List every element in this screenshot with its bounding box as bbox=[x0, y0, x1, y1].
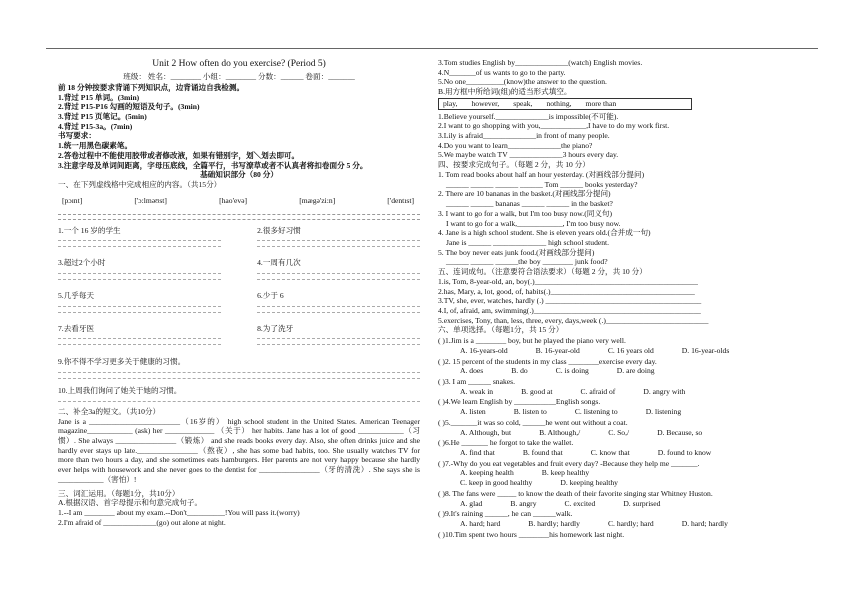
section3-sub-b: B.用方框中所给词(组)的适当形式填空。 bbox=[438, 87, 572, 97]
mcq-option: D. angry with bbox=[643, 386, 686, 396]
mcq-option: A. listen bbox=[460, 407, 486, 417]
mcq-option: D. surprised bbox=[623, 498, 661, 508]
basics-heading: 基础知识部分（80 分） bbox=[200, 170, 278, 180]
answer-line[interactable] bbox=[58, 214, 420, 215]
sentence-item: 1.is, Tom, 8-year-old, an, boy(.)___________________________________________ bbox=[438, 276, 698, 286]
top-rule bbox=[46, 48, 818, 49]
section1-heading: 一、在下列虚线格中完成相应的内容。（共15分） bbox=[58, 180, 222, 190]
rewrite-answer: I want to go for a walk,____________, I'm too busy now. bbox=[446, 218, 621, 228]
rewrite-question: 4. Jane is a high school student. She is eleven years old.(合并成一句) bbox=[438, 228, 651, 238]
vocab-item: 1.--I am ________ about my exam.--Don't__________!You will pass it.(worry) bbox=[58, 508, 300, 517]
mcq-option: B. found that bbox=[522, 448, 563, 458]
fill-item: 4.Do you want to learn______________the piano? bbox=[438, 140, 593, 150]
translation-pair-row bbox=[58, 258, 420, 285]
mcq-stem: ( )9.It's raining ______, he can ______walk. bbox=[438, 509, 573, 519]
fill-item: 1.Believe yourself.______________is impossible(不可能). bbox=[438, 111, 619, 121]
section3-sub-a: A.根据汉语、首字母提示和句意完成句子。 bbox=[58, 498, 203, 508]
answer-line[interactable] bbox=[257, 246, 420, 247]
writing-item: 2.答卷过程中不能使用胶带或者修改液，如果有错别字，划＼划去即可。 bbox=[58, 150, 300, 160]
mcq-stem: ( )2. 15 percent of the students in my class ________exercise every day. bbox=[438, 356, 657, 366]
mcq-option: D. are doing bbox=[616, 366, 655, 376]
rewrite-question: 2. There are 10 bananas in the basket.(对画线部分提问) bbox=[438, 189, 611, 199]
mcq-option: D. Because, so bbox=[657, 427, 703, 437]
answer-line[interactable] bbox=[257, 240, 420, 241]
phonetics-row bbox=[58, 190, 420, 210]
section2-heading: 二、补全3a的短文。（共10分） bbox=[58, 406, 161, 416]
mcq-stem: ( )3. I am ______ snakes. bbox=[438, 377, 515, 386]
mcq-option: B. Although,/ bbox=[539, 427, 581, 437]
answer-line[interactable] bbox=[58, 372, 420, 373]
mcq-option: C. listening to bbox=[574, 407, 618, 417]
mcq-option: D. listening bbox=[645, 407, 682, 417]
instruction-item: 4.背过 P15-3a。(7min) bbox=[58, 121, 133, 131]
answer-line[interactable] bbox=[58, 306, 221, 307]
section4-heading: 四、按要求完成句子。（每题 2 分，共 10 分） bbox=[438, 160, 590, 170]
translation-prompt: 5.几乎每天 bbox=[58, 290, 95, 300]
word-box bbox=[438, 98, 692, 110]
mcq-list bbox=[438, 336, 800, 539]
section3-heading: 三、词汇运用。（每题1分，共10分） bbox=[58, 488, 180, 498]
mcq-option: C. keep in good healthy bbox=[460, 478, 533, 488]
answer-line[interactable] bbox=[58, 246, 221, 247]
translation-pair-row bbox=[58, 226, 420, 253]
answer-line[interactable] bbox=[58, 279, 221, 280]
answer-line[interactable] bbox=[257, 312, 420, 313]
mcq-stem: ( )5._______it was so cold, ______he went out without a coat. bbox=[438, 417, 628, 427]
translation-prompt: 8.为了洗牙 bbox=[257, 323, 294, 333]
fill-item: 3.Lily is afraid______________in front of many people. bbox=[438, 131, 610, 141]
vocab-item: 4.N_______of us wants to go to the party. bbox=[438, 67, 566, 77]
writing-item: 3.注意字母及单词间距离，字母压底线，全篇平行，书写潦草或者不认真者将扣卷面分 5 分。 bbox=[58, 160, 368, 170]
mcq-option: D. keeping healthy bbox=[560, 478, 618, 488]
vocab-item: 3.Tom studies English by______________(watch) English movies. bbox=[438, 58, 643, 67]
answer-line[interactable] bbox=[257, 273, 420, 274]
answer-line[interactable] bbox=[58, 378, 420, 379]
mcq-stem: ( )8. The fans were _____ to know the death of their favorite singing star Whitney Huston. bbox=[438, 488, 713, 498]
mcq-option: C. So,/ bbox=[608, 427, 630, 437]
section6-heading: 六、单项选择。（每题1分，共 15 分） bbox=[438, 325, 564, 335]
phonetic-item: ['dentɪst] bbox=[387, 195, 414, 205]
page-title: Unit 2 How often do you exercise? (Period 5) bbox=[152, 59, 326, 69]
mcq-option: D. 16-year-olds bbox=[681, 345, 730, 355]
sentence-item: 3.TV, she, ever, watches, hardly (.) _________________________________________ bbox=[438, 296, 702, 306]
answer-line[interactable] bbox=[58, 240, 221, 241]
phonetic-item: [mægə'zi:n] bbox=[299, 195, 336, 205]
answer-line[interactable] bbox=[58, 401, 420, 402]
mcq-option: A. keeping health bbox=[460, 468, 514, 478]
translation-prompt: 7.去看牙医 bbox=[58, 323, 95, 333]
mcq-option: D. found to know bbox=[657, 448, 712, 458]
translation-prompt: 1.一个 16 岁的学生 bbox=[58, 225, 121, 235]
word-option: however, bbox=[471, 98, 500, 108]
instruction-item: 3.背过 P15 页笔记。(5min) bbox=[58, 112, 147, 122]
rewrite-question: 5. The boy never eats junk food.(对画线部分提问) bbox=[438, 247, 595, 257]
instruction-item: 1.背过 P15 单词。(3min) bbox=[58, 92, 140, 102]
word-option: play, bbox=[443, 98, 458, 108]
mcq-stem: ( )4.We learn English by ___________English songs. bbox=[438, 397, 601, 407]
mcq-option: A. weak in bbox=[460, 386, 494, 396]
mcq-option: C. know that bbox=[590, 448, 630, 458]
phonetic-item: [pɔɪnt] bbox=[62, 195, 83, 205]
answer-line[interactable] bbox=[58, 338, 221, 339]
rewrite-question: 1. Tom read books about half an hour yesterday. (对画线部分提问) bbox=[438, 169, 645, 179]
translation-pair-row bbox=[58, 291, 420, 318]
vocab-item: 2.I'm afraid of ______________(go) out alone at night. bbox=[58, 517, 226, 527]
rewrite-answer: ______ ______ ______ ______ Tom ______ books yesterday? bbox=[446, 179, 638, 189]
right-column bbox=[438, 58, 800, 540]
mcq-option: C. excited bbox=[564, 498, 596, 508]
mcq-stem: ( )7.-Why do you eat vegetables and fruit every day? -Because they help me _______. bbox=[438, 458, 700, 468]
translation-prompt: 3.超过2个小时 bbox=[58, 258, 106, 268]
mcq-stem: ( )10.Tim spent two hours ________his homework last night. bbox=[438, 529, 625, 539]
phonetic-item: ['ɔ:lməʊst] bbox=[134, 195, 167, 205]
mcq-option: A. does bbox=[460, 366, 484, 376]
word-option: nothing, bbox=[546, 98, 572, 108]
mcq-option: D. hard; hardly bbox=[681, 519, 728, 529]
answer-line[interactable] bbox=[257, 306, 420, 307]
sentence-item: 2.has, Mary, a, lot, good, of, habits(.)______________________________________ bbox=[438, 286, 695, 296]
translation-pair-row bbox=[58, 324, 420, 351]
rewrite-question: 3. I want to go for a walk, but I'm too busy now.(同义句) bbox=[438, 208, 613, 218]
translation-prompt: 2.很多好习惯 bbox=[257, 225, 301, 235]
translation-prompt: 4.一周有几次 bbox=[257, 258, 301, 268]
translation-prompt: 6.少于 6 bbox=[257, 290, 284, 300]
translation-prompt: 10.上周我们询问了她关于她的习惯。 bbox=[58, 386, 182, 396]
answer-line[interactable] bbox=[257, 279, 420, 280]
answer-line[interactable] bbox=[58, 273, 221, 274]
phonetic-item: [hao'evə] bbox=[219, 195, 248, 205]
vocab-item: 5.No one__________(know)the answer to the question. bbox=[438, 77, 607, 87]
rewrite-answer: Jane is ______ ______________ high school student. bbox=[446, 237, 610, 247]
student-info-line: 班级： 姓名：________ 小组：________ 分数：______ 卷面：_______ bbox=[123, 72, 355, 82]
mcq-option: A. Although, but bbox=[460, 427, 512, 437]
mcq-option: B. do bbox=[511, 366, 528, 376]
mcq-option: B. good at bbox=[521, 386, 553, 396]
mcq-option: B. listen to bbox=[513, 407, 547, 417]
instructions-intro: 前 18 分钟按要求背诵下列知识点，边背诵边自我检测。 bbox=[58, 82, 245, 92]
fill-item: 5.We maybe watch TV ______________3 hours every day. bbox=[438, 150, 619, 160]
cloze-passage: Jane is a ________________________（16岁的） high school student in the United States. American Teenager magazine____________ (ask) her _____________ （关于） her habits. Jane has a lot of good ____________（习惯）. She always ________________（锻炼） and she reads books every day. Also, she often drinks juice and she hardly ever stays up late.________________（熬夜）, she has some bad habits, too. She usually watches TV for more than two hours a day, and she sometimes eats hamburgers. Her parents are not very happy because she hardly ever helps with housework and she never goes to the dentist for ________________（牙的清洗）. She says she is ____________（害怕）! bbox=[58, 416, 420, 484]
answer-line[interactable] bbox=[257, 344, 420, 345]
mcq-option: B. keep healthy bbox=[541, 468, 590, 478]
mcq-option: C. is doing bbox=[555, 366, 589, 376]
writing-heading: 书写要求： bbox=[58, 131, 96, 141]
mcq-option: A. hard; hard bbox=[460, 519, 501, 529]
mcq-option: C. 16 years old bbox=[607, 345, 654, 355]
sentence-item: 4.I, of, afraid, am, swimming(.)____________________________________________ bbox=[438, 305, 701, 315]
instruction-item: 2.背过 P15-P16 勾画的短语及句子。(3min) bbox=[58, 102, 200, 112]
mcq-option: B. hardly; hardly bbox=[528, 519, 580, 529]
mcq-option: A. glad bbox=[460, 498, 483, 508]
mcq-option: C. afraid of bbox=[580, 386, 616, 396]
left-column bbox=[58, 58, 420, 527]
mcq-stem: ( )1.Jim is a ________ boy, but he played the piano very well. bbox=[438, 336, 626, 346]
answer-line[interactable] bbox=[58, 344, 221, 345]
mcq-option: A. 16-years-old bbox=[460, 345, 508, 355]
fill-item: 2.I want to go shopping with you,____________,I have to do my work first. bbox=[438, 121, 670, 131]
writing-item: 1.统一用黑色碳素笔。 bbox=[58, 141, 133, 151]
word-option: speak, bbox=[513, 98, 533, 108]
translation-prompt: 9.你不得不学习更多关于健康的习惯。 bbox=[58, 357, 186, 367]
section5-heading: 五、连词成句。（注意要符合语法要求）（每题 2 分，共 10 分） bbox=[438, 267, 647, 277]
mcq-stem: ( )6.He _______ he forgot to take the wallet. bbox=[438, 438, 574, 448]
sentence-item: 5.exercises, Tony, than, less, three, every, days,week (.)___________________________ bbox=[438, 315, 709, 325]
word-option: more than bbox=[585, 98, 617, 108]
rewrite-answer: ______ ______ bananas ______ ______ in the basket? bbox=[446, 199, 613, 209]
rewrite-answer: ______ ______ ______the boy ________ junk food? bbox=[446, 257, 608, 267]
answer-line[interactable] bbox=[58, 219, 420, 220]
mcq-option: B. 16-year-old bbox=[535, 345, 580, 355]
mcq-option: B. angry bbox=[510, 498, 537, 508]
mcq-option: C. hardly; hard bbox=[607, 519, 654, 529]
answer-line[interactable] bbox=[257, 338, 420, 339]
mcq-option: A. find that bbox=[460, 448, 495, 458]
answer-line[interactable] bbox=[58, 312, 221, 313]
